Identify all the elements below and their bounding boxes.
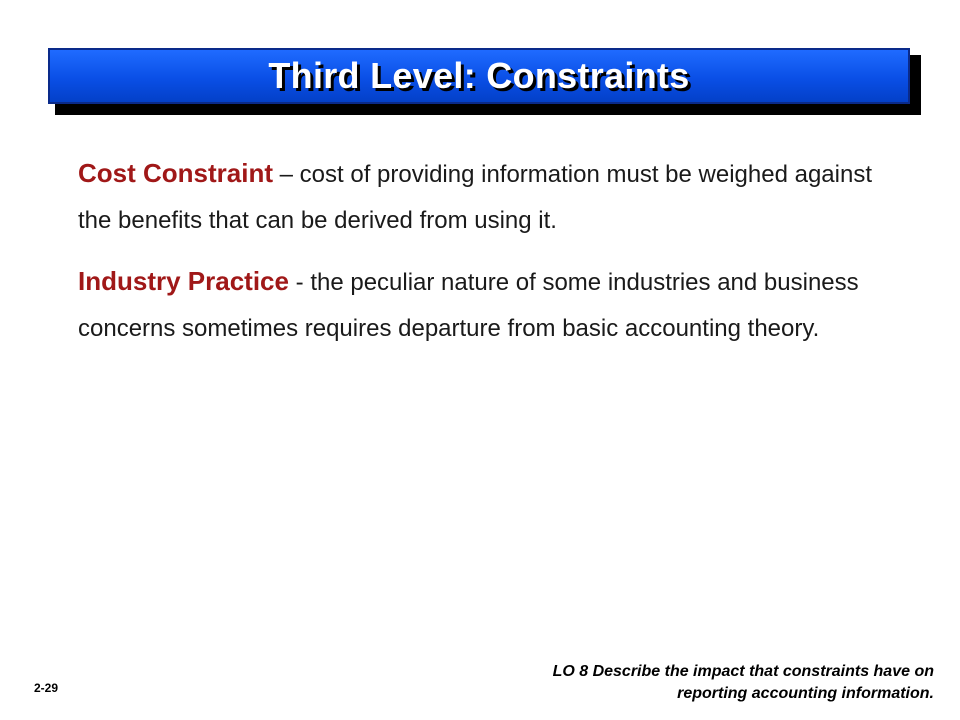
slide-title: Third Level: Constraints — [268, 55, 690, 96]
term-cost-constraint: Cost Constraint — [78, 158, 273, 188]
page-number: 2-29 — [34, 681, 59, 695]
paragraph-industry-practice — [78, 258, 908, 352]
learning-objective-line-2: reporting accounting information. — [677, 685, 934, 702]
learning-objective-note — [553, 661, 934, 705]
term-industry-practice: Industry Practice — [78, 266, 289, 296]
title-bar — [48, 48, 910, 104]
definition-industry-practice: - the peculiar nature of some industries and business concerns sometimes requires departure from basic accounting theory. — [78, 269, 859, 342]
paragraph-cost-constraint — [78, 150, 908, 244]
definition-cost-constraint: – cost of providing information must be weighed against the benefits that can be derived from using it. — [78, 161, 873, 234]
slide-body — [78, 150, 908, 366]
learning-objective-line-1: LO 8 Describe the impact that constraints have on — [552, 663, 934, 680]
